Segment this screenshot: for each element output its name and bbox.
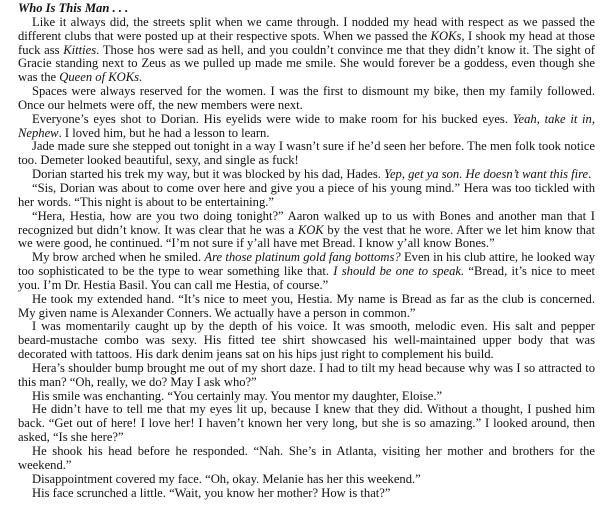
chapter-heading: Who Is This Man . . .: [18, 1, 129, 15]
paragraph: [18, 362, 595, 390]
text-run: by the vest that he wore. After we let him know that we were good, he continued. “I’m not sure if y’all have met Bread. I know y’all know Bones.”: [18, 222, 595, 251]
paragraph: [18, 320, 595, 362]
paragraph: [18, 168, 595, 182]
text-run: Hera’s shoulder bump brought me out of my short daze. I had to tilt my head because why was I so attracted to this man? “Oh, really, we do? May I ask who?”: [18, 360, 595, 389]
paragraph: [18, 390, 595, 404]
italic-run: Kitties: [63, 42, 97, 57]
text-run: Disappointment covered my face. “Oh, okay. Melanie has her this weekend.”: [32, 471, 421, 486]
paragraph: [18, 182, 595, 210]
italic-run: I should be one to speak.: [333, 264, 465, 279]
text-run: He didn’t have to tell me that my eyes lit up, because I knew that they did. Without a thought, I pushed him back. “Get out of here! I love her! I haven’t known her very long, but she is so amazing.” I looked around, then asked, “Is she here?”: [18, 402, 595, 445]
italic-run: Queen of KOKs: [59, 70, 140, 85]
italic-run: KOK: [297, 222, 324, 237]
text-run: My brow arched when he smiled.: [32, 250, 205, 265]
text-run: Even in his club attire, he looked way too sophisticated to be the type to wear something like that.: [18, 250, 595, 279]
text-run: .: [139, 70, 143, 85]
paragraph: [18, 473, 595, 487]
text-run: “Hera, Hestia, how are you two doing tonight?” Aaron walked up to us with Bones and another man that I recognized but didn’t know. It was clear that he was a: [18, 208, 595, 237]
text-run: Spaces were always reserved for the women. I was the first to dismount my bike, then my family followed. Once our helmets were off, the new members were next.: [18, 84, 595, 112]
italic-run: Are those platinum gold fang bottoms?: [204, 250, 401, 265]
text-run: “Bread, it’s nice to meet you. I’m Dr. Hestia Basil. You can call me Hestia, of course.”: [18, 264, 595, 292]
text-run: He took my extended hand. “It’s nice to meet you, Hestia. My name is Bread as far as the club is concerned. My given name is Alexander Conners. We actually have a person in common.”: [18, 291, 595, 320]
text-run: He shook his head before he responded. “Nah. She’s in Atlanta, visiting her mother and brothers for the weekend.”: [18, 444, 595, 472]
text-run: Jade made sure she stepped out tonight in a way I wasn’t sure if he’d seen her before. The men folk took notice too. Demeter looked beautiful, sexy, and single as fuck!: [18, 139, 595, 168]
body-text: [18, 16, 595, 501]
italic-run: KOKs: [430, 28, 462, 43]
text-run: . I loved him, but he had a lesson to learn.: [58, 125, 270, 140]
paragraph: [18, 403, 595, 445]
paragraph: [18, 85, 595, 113]
paragraph: [18, 487, 595, 501]
paragraph: [18, 251, 595, 293]
text-run: I was momentarily caught up by the depth of his voice. It was smooth, melodic even. His salt and pepper beard-mustache combo was sexy. His fitted tee shirt showcased his well-maintained upper body that was decorated with tattoos. His dark denim jeans sat on his hips just right to complement his build.: [18, 319, 595, 362]
text-run: Everyone’s eyes shot to Dorian. His eyelids were wide to make room for his bucked eyes.: [32, 111, 513, 126]
text-run: . Those hos were sad as hell, and you couldn’t convince me that they didn’t know it. The sight of Gracie standing next to Zeus as we pulled up made me smile. She would forever be a goddess, even though she was the: [18, 42, 595, 85]
text-run: His face scrunched a little. “Wait, you know her mother? How is that?”: [32, 485, 391, 500]
text-run: Dorian started his trek my way, but it was blocked by his dad, Hades.: [32, 167, 385, 182]
text-run: , I shook my head at those fuck ass: [18, 28, 595, 57]
text-run: Like it always did, the streets split when we came through. I nodded my head with respect as we passed the different clubs that were posted up at their respective spots. When we passed the: [18, 14, 595, 43]
paragraph: [18, 293, 595, 321]
paragraph: [18, 16, 595, 85]
italic-run: Yep, get ya son. He doesn’t want this fire: [384, 167, 589, 182]
text-run: “Sis, Dorian was about to come over here and give you a piece of his young mind.” Hera was too tickled with her words. “This night is about to be entertaining.”: [18, 180, 595, 209]
text-run: His smile was enchanting. “You certainly may. You mentor my daughter, Eloise.”: [32, 388, 443, 403]
paragraph: [18, 140, 595, 168]
italic-run: Yeah, take it in, Nephew: [18, 111, 595, 140]
paragraph: [18, 445, 595, 473]
text-run: .: [588, 167, 592, 182]
paragraph: [18, 210, 595, 252]
paragraph: [18, 113, 595, 141]
